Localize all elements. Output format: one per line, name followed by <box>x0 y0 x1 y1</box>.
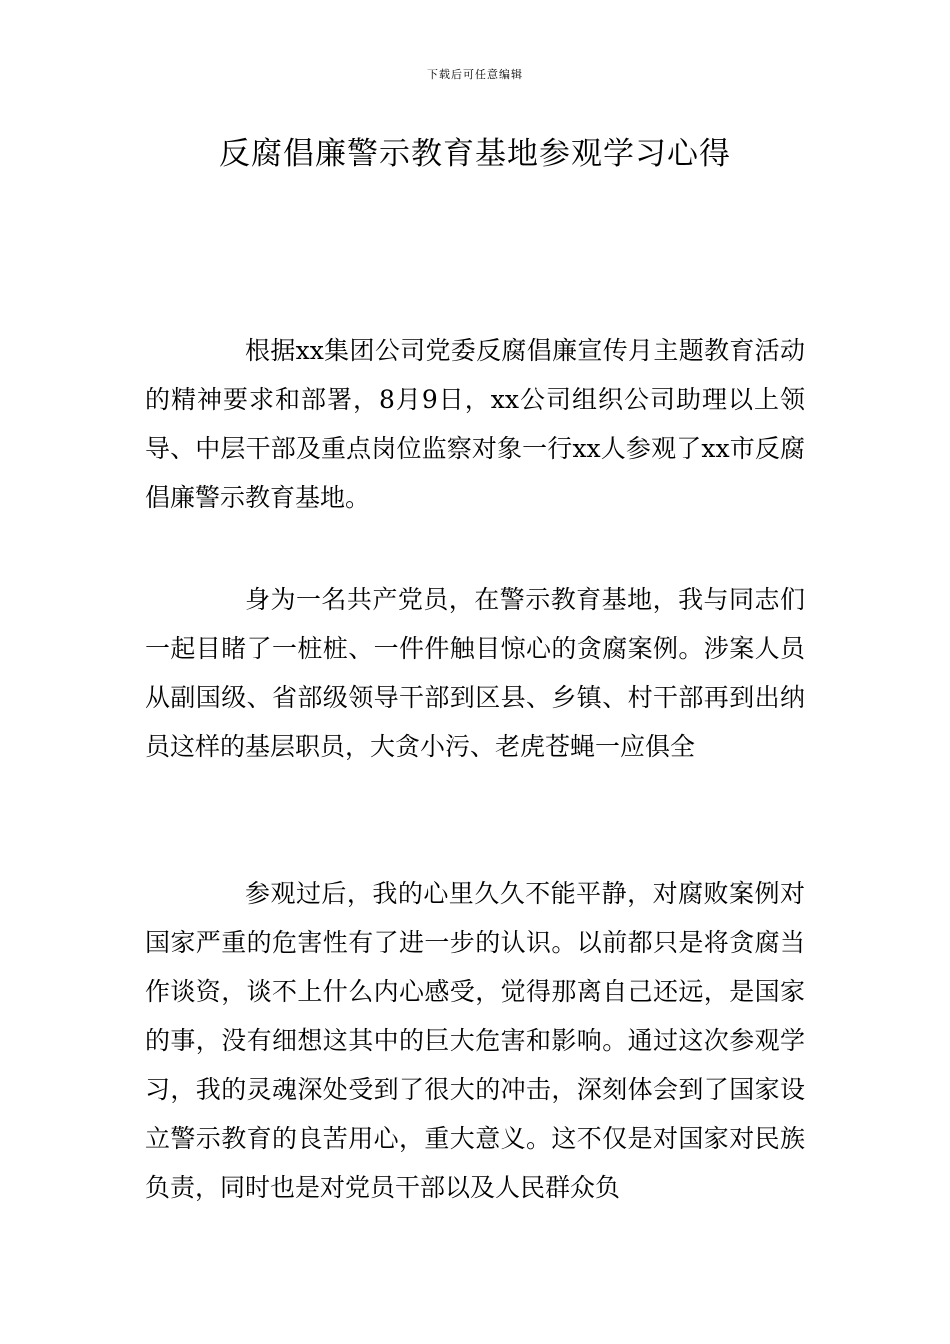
paragraph-2: 身为一名共产党员，在警示教育基地，我与同志们一起目睹了一桩桩、一件件触目惊心的贪腐案例。涉案人员从副国级、省部级领导干部到区县、乡镇、村干部再到出纳员这样的基层职员，大贪小污、老虎苍蝇一应俱全 <box>145 585 805 761</box>
header-note: 下载后可任意编辑 <box>427 68 523 81</box>
document-title: 反腐倡廉警示教育基地参观学习心得 <box>219 136 731 172</box>
paragraph-1: 根据xx集团公司党委反腐倡廉宣传月主题教育活动的精神要求和部署，8月9日，xx公司组织公司助理以上领导、中层干部及重点岗位监察对象一行xx人参观了xx市反腐倡廉警示教育基地。 <box>145 336 805 512</box>
paragraph-3: 参观过后，我的心里久久不能平静，对腐败案例对国家严重的危害性有了进一步的认识。以前都只是将贪腐当作谈资，谈不上什么内心感受，觉得那离自己还远，是国家的事，没有细想这其中的巨大危害和影响。通过这次参观学习，我的灵魂深处受到了很大的冲击，深刻体会到了国家设立警示教育的良苦用心，重大意义。这不仅是对国家对民族负责，同时也是对党员干部以及人民群众负 <box>145 879 805 1202</box>
